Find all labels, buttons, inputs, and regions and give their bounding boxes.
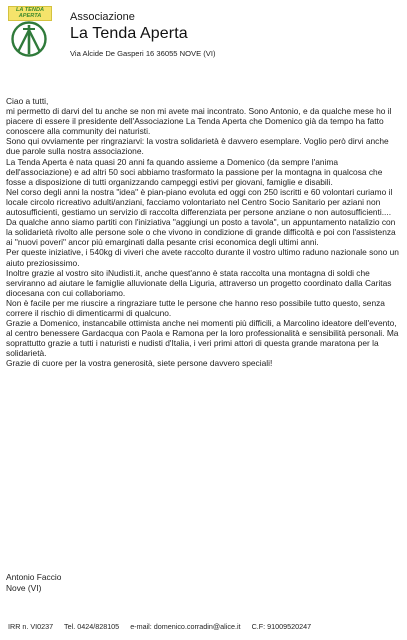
signature [6, 572, 61, 594]
header-subtitle: Associazione [70, 11, 135, 23]
paragraph: mi permetto di darvi del tu anche se non mi avete mai incontrato. Sono Antonio, e da qualche mese ho il piacere di essere il presidente dell'Associazione La Tenda Aperta che Domenico già da tempo ha fatto conoscere alla community dei naturisti. [6, 106, 392, 137]
association-logo [6, 6, 52, 56]
paragraph: Grazie a Domenico, instancabile ottimista anche nei momenti più difficili, a Marcolino ideatore dell'evento, al centro benessere Gardacqua con Paola e Ramona per la loro professionalità e sensibilità personali. Ma soprattutto grazie a tutti i naturisti e nudisti d'Italia, i veri primi attori di questa grande maratona per la solidarietà. [6, 318, 399, 359]
signature-name: Antonio Faccio [6, 572, 62, 582]
paragraph: Grazie di cuore per la vostra generosità, siete persone davvero speciali! [6, 358, 273, 369]
header-title: La Tenda Aperta [70, 25, 188, 42]
paragraph: Inoltre grazie al vostro sito iNudisti.it, anche quest'anno è stata raccolta una montagna di soldi che serviranno ad aiutare le famiglie alluvionate della Liguria, attraverso un progetto coordinato dalla Caritas diocesana con cui collaboriamo. [6, 267, 392, 298]
paragraph: Non è facile per me riuscire a ringraziare tutte le persone che hanno reso possibile tutto questo, senza correre il rischio di dimenticarmi di qualcuno. [6, 297, 385, 318]
footer [8, 622, 404, 631]
logo-text-line2: APERTA [18, 13, 42, 20]
greeting: Ciao a tutti, [6, 96, 49, 106]
footer-irr: IRR n. VI0237 [8, 622, 54, 631]
footer-cf: C.F: 91009520247 [251, 622, 312, 631]
header-address: Via Alcide De Gasperi 16 36055 NOVE (VI) [70, 49, 216, 58]
paragraph: Nel corso degli anni la nostra "idea" è pian-piano evoluta ed oggi con 250 iscritti e 60 volontari curiamo il locale circolo ricreativo adulti/anziani, facciamo volontariato nel Centro Socio Sanitario per aziani non autosufficienti, gestiamo un servizio di raccolta differenziata per persone anziane o non autosufficienti.... Da qualche anno siamo partiti con l'iniziativa "aggiungi un posto a tavola", un appuntamento natalizio con la solidarietà rivolto alle persone sole o che vivono in condizione di grande difficoltà e poi con l'assistenza ai "nuovi poveri" ancor più emarginati dalla pesante crisi economica degli ultimi anni. [6, 186, 396, 248]
paragraph: Per queste iniziative, i 540kg di viveri che avete raccolto durante il vostro ultimo raduno nazionale sono un aiuto preziosissimo. [6, 247, 399, 268]
letter-body [6, 96, 402, 369]
tent-icon [10, 21, 48, 57]
paragraph: La Tenda Aperta è nata quasi 20 anni fa quando assieme a Domenico (da sempre l'anima dell'associazione) e ad altri 50 soci abbiamo trasformato la passione per la montagna in qualcosa che fosse a disposizione di tutti organizzando campeggi estivi per giovani, famiglie e disabili. [6, 156, 383, 187]
footer-tel: Tel. 0424/828105 [64, 622, 120, 631]
paragraph: Sono qui ovviamente per ringraziarvi: la vostra solidarietà è davvero esemplare. Voglio però dirvi anche due parole sulla nostra associazione. [6, 136, 389, 157]
logo-banner [8, 6, 52, 21]
footer-email: e-mail: domenico.corradin@alice.it [130, 622, 241, 631]
signature-place: Nove (VI) [6, 583, 42, 593]
logo-text-line1: LA TENDA [15, 7, 45, 13]
